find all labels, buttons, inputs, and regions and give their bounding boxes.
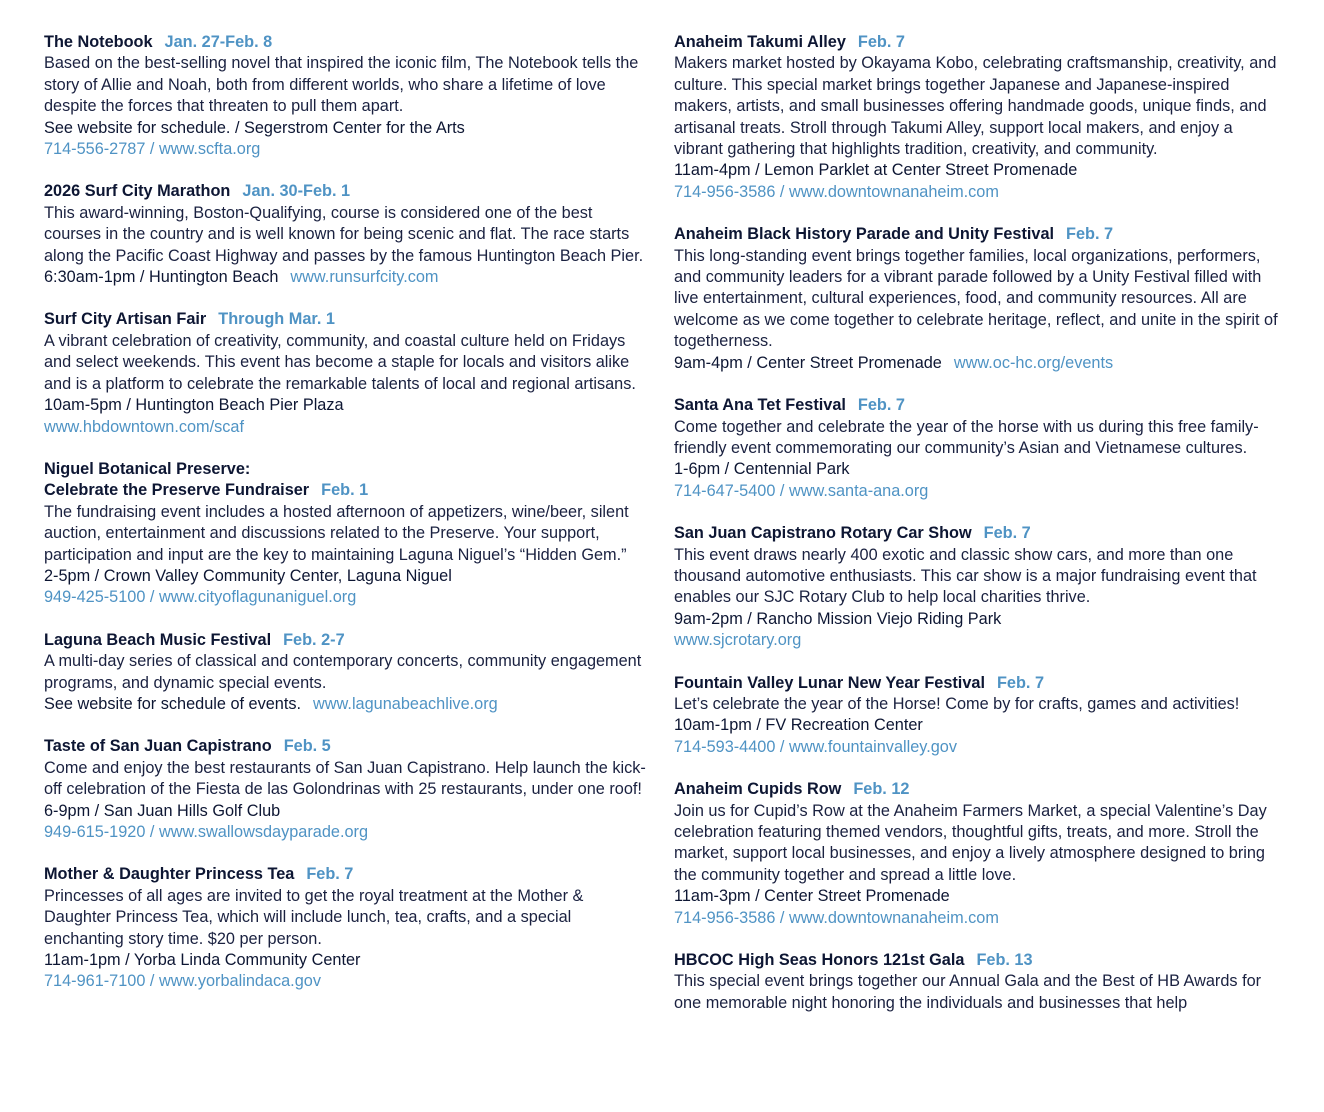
- event-contact[interactable]: 714-956-3586 / www.downtownanaheim.com: [674, 182, 999, 201]
- event-description: This event draws nearly 400 exotic and classic show cars, and more than one thousand automotive enthusiasts. This car show is a major fundraising event that enables our SJC Rotary Club to help local charities thrive.: [674, 545, 1257, 607]
- event-description: Come together and celebrate the year of the horse with us during this free family-friendly event commemorating our community’s Asian and Vietnamese cultures.: [674, 417, 1259, 457]
- event-contact[interactable]: 949-615-1920 / www.swallowsdayparade.org: [44, 823, 369, 841]
- event-time-location: 6:30am-1pm / Huntington Beach: [44, 268, 279, 287]
- event-item: [674, 950, 1280, 1014]
- event-item: [44, 459, 648, 609]
- event-title: Surf City Artisan Fair: [44, 310, 207, 329]
- event-title: Celebrate the Preserve Fundraiser: [44, 481, 310, 500]
- event-time-location: 1-6pm / Centennial Park: [674, 460, 850, 479]
- left-column: [44, 32, 648, 1014]
- event-description: Join us for Cupid’s Row at the Anaheim Farmers Market, a special Valentine’s Day celebration featuring themed vendors, thoughtful gifts, treats, and more. Stroll the market, support local businesses, and enjoy a lively atmosphere designed to bring the community together and spread a little love.: [674, 801, 1267, 884]
- event-contact[interactable]: 714-961-7100 / www.yorbalindaca.gov: [44, 972, 321, 991]
- event-date: Feb. 12: [853, 780, 910, 799]
- right-column: [674, 32, 1280, 1035]
- event-description: This long-standing event brings together families, local organizations, performers, and community leaders for a vibrant parade followed by a Unity Festival filled with live entertainment, cultural experiences, food, and community resources. All are welcome as we come together to celebrate heritage, reflect, and unite in the spirit of togetherness.: [674, 246, 1278, 351]
- event-description: A multi-day series of classical and contemporary concerts, community engagement programs, and dynamic special events.: [44, 652, 642, 692]
- event-description: Come and enjoy the best restaurants of San Juan Capistrano. Help launch the kick-off celebration of the Fiesta de las Golondrinas with 25 restaurants, under one roof!: [44, 758, 646, 799]
- event-time-location: See website for schedule. / Segerstrom Center for the Arts: [44, 118, 465, 137]
- event-time-location: 11am-1pm / Yorba Linda Community Center: [44, 951, 361, 970]
- event-date: Feb. 5: [283, 737, 331, 756]
- event-website-link[interactable]: www.hbdowntown.com/scaf: [44, 417, 244, 436]
- event-title: The Notebook: [44, 33, 153, 51]
- event-title-line1: Niguel Botanical Preserve:: [44, 459, 251, 478]
- event-time-location: See website for schedule of events.: [44, 694, 302, 713]
- event-date: Feb. 2-7: [283, 630, 345, 649]
- event-item: [44, 309, 648, 437]
- event-title: Anaheim Cupids Row: [674, 780, 842, 799]
- event-item: [674, 779, 1280, 929]
- event-date: Feb. 7: [857, 33, 905, 51]
- event-date: Feb. 7: [306, 865, 354, 884]
- event-item: [44, 630, 648, 716]
- event-description: This special event brings together our Annual Gala and the Best of HB Awards for one memorable night honoring the individuals and businesses that help: [674, 972, 1262, 1012]
- event-time-location: 10am-5pm / Huntington Beach Pier Plaza: [44, 396, 344, 415]
- event-description: This award-winning, Boston-Qualifying, course is considered one of the best courses in the country and is well known for being scenic and flat. The race starts along the Pacific Coast Highway and passes by the famous Huntington Beach Pier.: [44, 203, 644, 265]
- event-website-link[interactable]: www.lagunabeachlive.org: [313, 694, 498, 713]
- event-title: Fountain Valley Lunar New Year Festival: [674, 673, 985, 692]
- event-date: Feb. 13: [976, 951, 1033, 970]
- event-title: Laguna Beach Music Festival: [44, 630, 272, 649]
- event-contact[interactable]: 949-425-5100 / www.cityoflagunaniguel.org: [44, 588, 357, 607]
- event-item: [44, 736, 648, 843]
- event-title: Santa Ana Tet Festival: [674, 396, 846, 415]
- event-time-location: 6-9pm / San Juan Hills Golf Club: [44, 801, 281, 820]
- event-item: [674, 673, 1280, 759]
- event-item: [674, 32, 1280, 203]
- event-title: Anaheim Black History Parade and Unity Festival: [674, 225, 1055, 244]
- event-contact[interactable]: 714-956-3586 / www.downtownanaheim.com: [674, 908, 999, 927]
- event-date: Feb. 7: [983, 524, 1031, 543]
- event-title: Anaheim Takumi Alley: [674, 33, 846, 51]
- event-time-location: 9am-2pm / Rancho Mission Viejo Riding Park: [674, 609, 1002, 628]
- event-item: [44, 864, 648, 992]
- event-website-link[interactable]: www.runsurfcity.com: [290, 268, 439, 287]
- event-time-location: 11am-3pm / Center Street Promenade: [674, 887, 950, 906]
- event-title: Mother & Daughter Princess Tea: [44, 865, 295, 884]
- event-description: Princesses of all ages are invited to get the royal treatment at the Mother & Daughter Princess Tea, which will include lunch, tea, crafts, and a special enchanting story time. $20 per person.: [44, 886, 584, 948]
- event-item: [674, 395, 1280, 502]
- event-date: Feb. 1: [321, 481, 369, 500]
- event-website-link[interactable]: www.sjcrotary.org: [674, 631, 802, 650]
- event-description: Let’s celebrate the year of the Horse! Come by for crafts, games and activities!: [674, 694, 1240, 713]
- event-date: Feb. 7: [996, 673, 1045, 692]
- event-description: Makers market hosted by Okayama Kobo, celebrating craftsmanship, creativity, and culture. This special market brings together Japanese and Japanese-inspired makers, artists, and small businesses offering handmade goods, unique finds, and artisanal treats. Stroll through Takumi Alley, support local makers, and enjoy a vibrant gathering that highlights tradition, creativity, and community.: [674, 54, 1277, 159]
- event-time-location: 11am-4pm / Lemon Parklet at Center Street Promenade: [674, 161, 1078, 180]
- event-description: Based on the best-selling novel that inspired the iconic film, The Notebook tells the story of Allie and Noah, both from different worlds, who share a lifetime of love despite the forces that threaten to pull them apart.: [44, 54, 639, 116]
- event-time-location: 2-5pm / Crown Valley Community Center, Laguna Niguel: [44, 566, 452, 585]
- event-website-link[interactable]: www.oc-hc.org/events: [953, 353, 1114, 372]
- event-title: HBCOC High Seas Honors 121st Gala: [674, 951, 965, 970]
- event-item: [674, 224, 1280, 374]
- event-date: Feb. 7: [1066, 225, 1114, 244]
- event-time-location: 9am-4pm / Center Street Promenade: [674, 353, 942, 372]
- event-time-location: 10am-1pm / FV Recreation Center: [674, 716, 923, 735]
- event-item: [44, 181, 648, 288]
- event-title: San Juan Capistrano Rotary Car Show: [674, 524, 972, 543]
- event-description: A vibrant celebration of creativity, community, and coastal culture held on Fridays and select weekends. This event has become a staple for locals and visitors alike and is a platform to celebrate the remarkable talents of local and regional artisans.: [44, 331, 636, 393]
- event-item: [674, 523, 1280, 651]
- event-contact[interactable]: 714-556-2787 / www.scfta.org: [44, 140, 261, 159]
- event-contact[interactable]: 714-593-4400 / www.fountainvalley.gov: [674, 737, 957, 756]
- event-date: Jan. 30-Feb. 1: [242, 182, 351, 201]
- event-title: Taste of San Juan Capistrano: [44, 737, 272, 756]
- event-description: The fundraising event includes a hosted afternoon of appetizers, wine/beer, silent auction, entertainment and discussions related to the Preserve. Your support, participation and input are the key to maintaining Laguna Niguel’s “Hidden Gem.”: [44, 502, 629, 564]
- event-date: Jan. 27-Feb. 8: [164, 33, 273, 51]
- event-contact[interactable]: 714-647-5400 / www.santa-ana.org: [674, 481, 929, 500]
- event-date: Through Mar. 1: [218, 310, 335, 329]
- event-item: [44, 32, 648, 160]
- event-title: 2026 Surf City Marathon: [44, 182, 231, 201]
- event-date: Feb. 7: [857, 396, 905, 415]
